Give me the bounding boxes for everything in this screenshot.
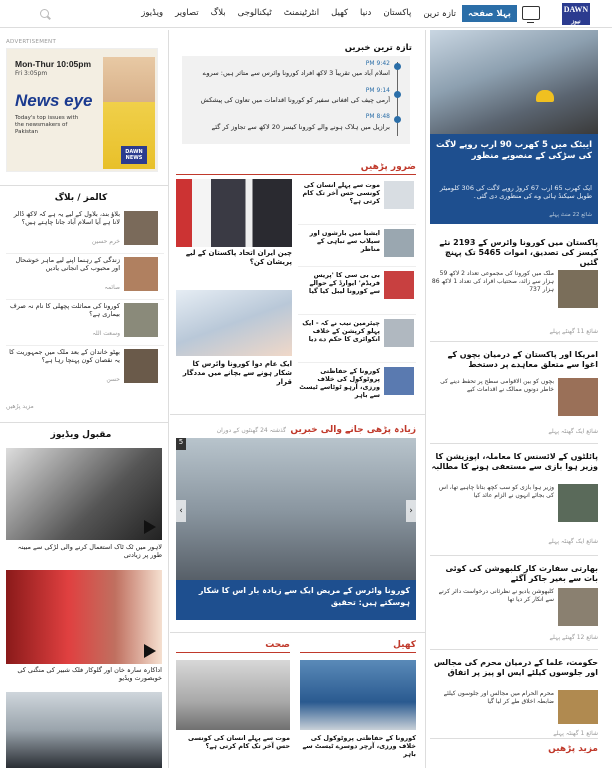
col-divider xyxy=(168,30,169,768)
news-thumb xyxy=(558,690,598,724)
blog-author-photo xyxy=(124,349,158,383)
latest-time: 9:14 PM xyxy=(365,87,390,94)
divider xyxy=(170,632,425,633)
latest-time: 8:48 PM xyxy=(365,113,390,120)
blog-item[interactable] xyxy=(6,300,164,346)
video-thumb[interactable] xyxy=(6,692,162,768)
search-icon[interactable] xyxy=(40,9,49,18)
nav-blog[interactable]: بلاگ xyxy=(210,8,226,18)
blog-item[interactable] xyxy=(6,208,164,254)
latest-box xyxy=(182,56,410,144)
col-divider xyxy=(425,30,426,768)
slide-caption-box xyxy=(176,580,416,620)
top-story-meta: شائع 22 منٹ پہلے xyxy=(549,212,592,218)
news-item[interactable] xyxy=(430,342,598,444)
news-title[interactable]: بھارتی سفارت کار کلبھوشن کی کوئی بات سے بغیر جاکر آگئے xyxy=(445,564,598,583)
blog-author-photo xyxy=(124,211,158,245)
must-read-big-image[interactable] xyxy=(176,179,292,247)
latest-item[interactable]: اسلام آباد میں تقریباً 3 لاکھ افراد کورونا وائرس سے متاثر ہیں: سروے xyxy=(202,69,390,77)
nav-home[interactable]: پہلا صفحہ xyxy=(462,5,517,22)
timeline-dot xyxy=(394,63,401,70)
blog-author-photo xyxy=(124,303,158,337)
sports-headline[interactable]: کورونا کے حفاظتی پروٹوکول کی خلاف ورزی، آرچر دوسرے ٹیسٹ سے باہر xyxy=(302,734,416,758)
news-item[interactable] xyxy=(430,556,598,650)
hardhat-shape xyxy=(536,90,554,102)
blogs-list xyxy=(6,208,164,392)
nav-links xyxy=(135,5,517,22)
news-thumb xyxy=(558,588,598,626)
blogs-more-link[interactable]: مزید پڑھیں xyxy=(6,403,34,410)
top-story-image[interactable] xyxy=(430,30,598,134)
top-story-box xyxy=(430,134,598,224)
ad-brand: News eye xyxy=(15,91,93,110)
latest-item[interactable]: برازیل میں ہلاک ہونے والے کورونا کیسز 20 لاکھ سے تجاوز کر گئے xyxy=(211,123,390,131)
logo-text: DAWN xyxy=(563,5,589,14)
video-caption[interactable]: اداکارہ سارہ خان اور گلوکار فلک شبیر کی منگنی کی خوبصورت ویڈیو xyxy=(17,666,162,682)
health-title: صحت xyxy=(265,640,290,650)
divider xyxy=(176,652,290,653)
blog-author: حسن xyxy=(106,376,120,383)
must-read-list xyxy=(298,179,416,407)
must-read-big-image[interactable] xyxy=(176,290,292,356)
timeline-dot xyxy=(394,91,401,98)
news-thumb xyxy=(558,378,598,416)
nav-pakistan[interactable]: پاکستان xyxy=(383,8,412,18)
most-read-meta: گذشتہ 24 گھنٹوں کے دوران xyxy=(216,427,286,434)
news-title[interactable]: امریکا اور پاکستان کے درمیان بچوں کے اغوا سے متعلق معاہدے پر دستخط xyxy=(447,350,598,369)
divider xyxy=(176,174,416,175)
ad-channel-logo: DAWN NEWS xyxy=(121,146,147,164)
blog-title[interactable]: بھٹو خاندان کے بعد ملک میں جمہوریت کا یہ نقصان کون پہنچا رہا ہے؟ xyxy=(9,348,120,364)
ad-sub: Fri 3:05pm xyxy=(15,70,48,77)
news-thumb xyxy=(558,484,598,522)
nav-entertainment[interactable]: انٹرٹینمنٹ xyxy=(283,8,320,18)
slide-number: 5 xyxy=(176,438,186,450)
play-icon[interactable] xyxy=(144,520,156,534)
blog-title[interactable]: بلاؤ بند، بلاول کے لیے یہ ہے کہ لاکھ ڈالر لانا ہے آیا اسلام آباد جانا چاہتے ہیں؟ xyxy=(13,210,120,226)
nav-technology[interactable]: ٹیکنالوجی xyxy=(237,8,272,18)
news-meta: شائع 12 گھنٹے پہلے xyxy=(549,634,598,641)
more-read-title[interactable]: مزید پڑھیں xyxy=(548,744,598,754)
news-meta: شائع ایک گھنٹہ پہلے xyxy=(548,428,598,435)
divider xyxy=(430,738,598,739)
videos-title: مقبول ویڈیوز xyxy=(50,430,112,440)
blog-author-photo xyxy=(124,257,158,291)
must-read-big-title[interactable]: چین ایران اتحاد پاکستان کے لیے پریشان کن؟ xyxy=(185,249,292,266)
video-caption[interactable]: لاہور میں ٹک ٹاک استعمال کرنے والی لڑکی سے مبینہ طور پر زیادتی xyxy=(17,543,162,559)
blog-title[interactable]: کورونا کی مماثلت پچھلی کا نام نہ صرف بیماری ہے؟ xyxy=(10,302,120,318)
blog-author: خرم حسین xyxy=(91,238,120,245)
divider xyxy=(300,652,416,653)
sports-title: کھیل xyxy=(393,640,416,650)
timeline-dot xyxy=(394,116,401,123)
news-summary: کلبھوشن یادیو نے نظرثانی درخواست دائر کرنے سے انکار کر دیا تھا xyxy=(438,588,554,603)
news-item[interactable] xyxy=(430,236,598,342)
divider xyxy=(170,414,425,415)
must-read-item[interactable] xyxy=(298,179,416,225)
news-summary: بچوں کو بین الاقوامی سطح پر تحفظ دینے کی خاطر دونوں ممالک نے اقدامات کیے xyxy=(440,378,554,393)
nav-sports[interactable]: کھیل xyxy=(331,8,349,18)
must-read-big-title[interactable]: ایک عام دوا کورونا وائرس کا شکار ہونے سے بچانے میں مددگار قرار xyxy=(182,360,292,386)
ad-label: ADVERTISEMENT xyxy=(6,39,57,45)
must-read-item[interactable] xyxy=(298,315,416,363)
latest-time: 9:42 PM xyxy=(365,60,390,67)
top-story-title[interactable]: ایبٹک میں 5 کھرب 90 ارب روپے لاگت کی سڑکی کے منصوبے منظور xyxy=(436,140,592,161)
most-read-title: زیادہ پڑھی جانے والی خبریں xyxy=(290,425,416,435)
news-item[interactable] xyxy=(430,650,598,742)
must-read-text[interactable]: ایشیا میں بارشوں اور سیلاب سے تباہی کے مناظر xyxy=(309,229,380,253)
chevron-left-icon[interactable]: ‹ xyxy=(176,500,186,522)
video-thumb[interactable] xyxy=(6,448,162,540)
blog-author: صائمہ xyxy=(104,284,120,291)
news-meta: شائع 11 گھنٹے پہلے xyxy=(549,328,598,335)
must-read-title: ضرور پڑھیں xyxy=(360,162,416,172)
right-news-list xyxy=(430,236,598,742)
divider xyxy=(0,422,168,423)
news-summary: وزیر ہوا بازی کو سب کچھ بتانا چاہیے تھا، اس کی بجائے انہوں نے الزام عائد کیا xyxy=(438,484,554,499)
must-read-text[interactable]: کورونا کے حفاظتی پروٹوکول کی خلاف ورزی، آرہو ٹوٹاسے ٹیسٹ سے باہر xyxy=(299,367,380,399)
must-read-thumb xyxy=(384,319,414,347)
must-read-text[interactable]: بی بی سی کا 'پریس فریڈم' ایوارڈ کے حوالے سے کورونا لیبل کیا گیا xyxy=(308,271,380,295)
logo-sub: نیوز xyxy=(571,19,581,25)
most-read-slide[interactable] xyxy=(176,438,416,620)
must-read-item[interactable] xyxy=(298,225,416,267)
must-read-thumb xyxy=(384,229,414,257)
nav-world[interactable]: دنیا xyxy=(360,8,372,18)
ad-tagline: Today's top issues with the newsmakers of Pakistan xyxy=(15,115,79,135)
must-read-thumb xyxy=(384,367,414,395)
play-icon[interactable] xyxy=(144,644,156,658)
nav-latest[interactable]: تازہ ترین xyxy=(423,9,456,19)
latest-title: تازہ ترین خبریں xyxy=(344,43,412,53)
top-nav xyxy=(0,0,612,28)
must-read-item[interactable] xyxy=(298,363,416,407)
blogs-title: کالمز / بلاگ xyxy=(54,193,108,203)
news-meta: شائع ایک گھنٹہ پہلے xyxy=(548,538,598,545)
news-title[interactable]: پاکستان میں کورونا وائرس کے 2193 نئے کیسز کی تصدیق، اموات 5465 تک پہنچ گئیں xyxy=(439,238,598,267)
video-thumb[interactable] xyxy=(6,570,162,664)
health-image[interactable] xyxy=(176,660,290,730)
ad-banner[interactable] xyxy=(6,48,158,172)
nav-photos[interactable]: تصاویر xyxy=(175,8,199,18)
timeline-line xyxy=(397,62,398,136)
blog-title[interactable]: زندگی کے رہنما اپنے لیے ماہر خوشحال اور محبوب کی انجانی یادیں xyxy=(15,256,120,272)
must-read-text[interactable]: چیئرمین نیب نے کہ - ایک پہلو کرپشن کے خلاف انکوائری کا حکم دے دیا xyxy=(302,319,380,343)
news-thumb xyxy=(558,270,598,308)
nav-videos[interactable]: ویڈیوز xyxy=(141,8,164,18)
latest-item[interactable]: آرمی چیف کی افغانی سفیر کو کورونا اقدامات میں تعاون کی پیشکش xyxy=(200,96,390,104)
blog-author: وسعت اللہ xyxy=(92,330,120,337)
news-item[interactable] xyxy=(430,444,598,556)
ad-time: Mon-Thur 10:05pm xyxy=(15,59,92,69)
sports-image[interactable] xyxy=(300,660,416,730)
blog-item[interactable] xyxy=(6,254,164,300)
news-summary: ملک میں کورونا کی مجموعی تعداد 2 لاکھ 59 ہزار سے زائد، صحتیاب افراد کی تعداد 1 لاکھ 86 ہزار 737 xyxy=(431,270,554,293)
news-meta: شائع 1 گھنٹہ پہلے xyxy=(553,730,598,737)
health-headline[interactable]: موت سے پہلے انسان کی کونسی حس آخر تک کام کرتی ہے؟ xyxy=(188,734,290,750)
news-summary: محرم الحرام میں مجالس اور جلوسوں کیلئے ضابطہ اخلاق طے کر لیا گیا xyxy=(443,690,554,705)
must-read-thumb xyxy=(384,181,414,209)
divider xyxy=(0,185,168,186)
blog-item[interactable] xyxy=(6,346,164,392)
must-read-item[interactable] xyxy=(298,267,416,315)
news-title[interactable]: پائلٹوں کے لائسنس کا معاملہ، اپوزیشن کا وزیر ہوا بازی سے مستعفی ہونے کا مطالبہ xyxy=(431,452,598,471)
top-story-summary: ایک کھرب 65 ارب 67 کروڑ روپے لاگت کی 306 کلومیٹر طویل سیکنڈ ہائی وے کی منظوری دی گئی۔ xyxy=(439,184,592,200)
chevron-right-icon[interactable]: › xyxy=(406,500,416,522)
must-read-thumb xyxy=(384,271,414,299)
tv-icon[interactable] xyxy=(522,6,540,20)
news-title[interactable]: حکومت، علما کے درمیان محرم کی مجالس اور جلوسوں کیلئے ایس او پیز پر اتفاق xyxy=(433,658,598,677)
slide-caption[interactable]: کورونا وائرس کے مریض ایک سے زیادہ بار اس کا شکار ہوسکتے ہیں: تحقیق xyxy=(198,586,410,607)
must-read-text[interactable]: موت سے پہلے انسان کی کونسی حس آخر تک کام کرتی ہے؟ xyxy=(302,181,380,205)
dawn-logo[interactable] xyxy=(562,3,590,25)
